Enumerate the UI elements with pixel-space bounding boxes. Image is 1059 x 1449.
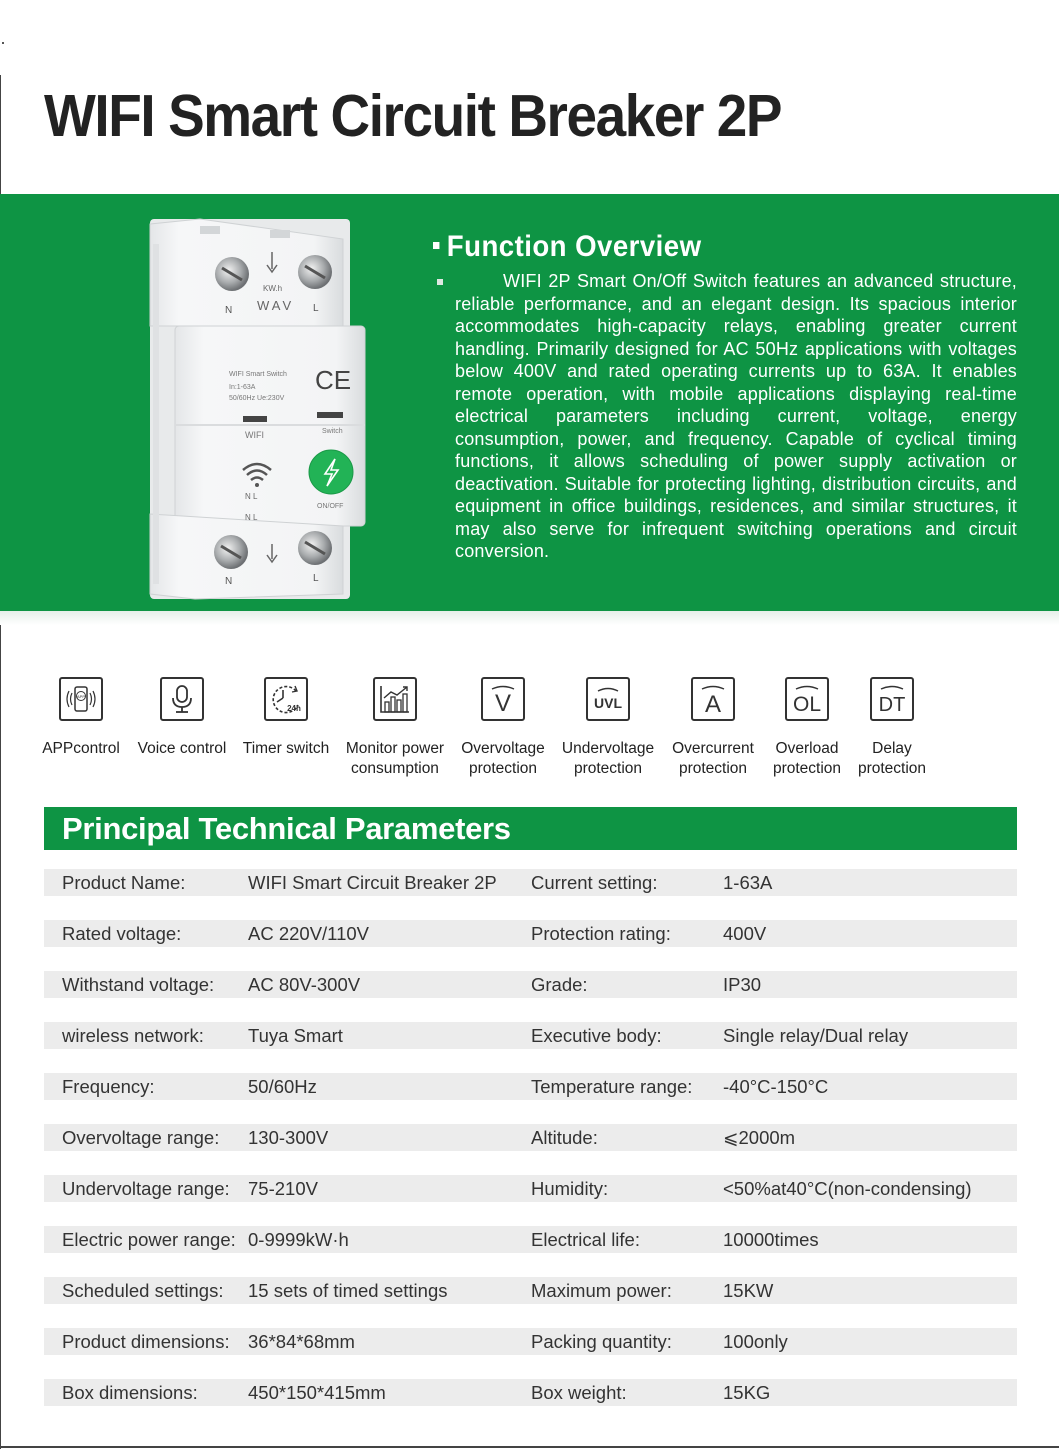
param-value: 100only [723,1331,788,1352]
param-label: Electrical life: [531,1229,640,1250]
label-line1: WIFI Smart Switch [229,371,287,378]
feature-timer-switch [240,675,332,759]
undervoltage-icon-text: UVL [594,695,622,711]
param-row [44,971,1017,998]
param-row [44,869,1017,896]
overvoltage-icon-text: V [494,690,512,717]
param-label: Electric power range: [62,1229,236,1250]
param-value: 50/60Hz [248,1076,317,1097]
wav-text: WAV [257,298,295,313]
svg-text:N L: N L [245,492,258,501]
feature-icons-row [30,675,1030,790]
feature-app-control [37,675,125,759]
feature-label: Undervoltage [561,740,655,757]
feature-label: Delay [872,740,912,757]
overload-icon [785,677,829,721]
feature-undervoltage [558,675,658,779]
param-row [44,1379,1017,1406]
param-row [44,1277,1017,1304]
param-value: AC 80V-300V [248,974,361,995]
feature-label-line2: protection [573,760,643,777]
label-line2: In:1-63A [229,384,256,391]
param-value: 450*150*415mm [248,1382,386,1403]
param-label: Product dimensions: [62,1331,230,1352]
undervoltage-icon [586,677,630,721]
page-title: WIFI Smart Circuit Breaker 2P [44,83,782,149]
feature-label: Monitor power [345,740,445,757]
param-value: 0-9999kW·h [248,1229,349,1250]
overcurrent-icon-text: A [704,691,722,717]
heading-bullet [433,242,439,249]
feature-label-line2: consumption [351,760,439,777]
param-row [44,1226,1017,1253]
param-value: AC 220V/110V [248,923,370,944]
feature-delay [852,675,932,779]
param-value: -40°C-150°C [723,1076,829,1097]
corner-mark [2,42,4,44]
overcurrent-icon [691,677,735,721]
param-row [44,1124,1017,1151]
terminal-n-top: N [225,305,233,316]
feature-overvoltage [456,675,550,779]
param-value: ⩽2000m [723,1127,796,1148]
param-value: WIFI Smart Circuit Breaker 2P [248,872,497,893]
band-shadow [0,611,1059,625]
param-label: Grade: [531,974,588,995]
param-row [44,920,1017,947]
param-label: Box dimensions: [62,1382,198,1403]
frame-bottom-border [0,1446,1059,1448]
param-label: Withstand voltage: [62,974,215,995]
terminal-n-bottom: N [225,576,233,587]
feature-label: Overvoltage [461,740,545,757]
param-label: Current setting: [531,872,658,893]
param-label: Product Name: [62,872,186,893]
param-value: IP30 [723,974,762,995]
param-label: wireless network: [62,1025,204,1046]
param-value: 10000times [723,1229,819,1250]
app-phone-icon [59,677,103,721]
feature-label: Timer switch [242,740,330,757]
wifi-label: WIFI [245,430,264,440]
param-row [44,1328,1017,1355]
param-label: Undervoltage range: [62,1178,230,1199]
onoff-label: ON/OFF [317,503,344,510]
params-header-bar [44,807,1017,850]
param-label: Scheduled settings: [62,1280,224,1301]
overload-icon-text: OL [792,693,822,716]
param-value: 1-63A [723,872,773,893]
param-value: Single relay/Dual relay [723,1025,909,1046]
param-label: Overvoltage range: [62,1127,220,1148]
param-label: Altitude: [531,1127,598,1148]
feature-label: APPcontrol [42,740,120,757]
bar-chart-icon [373,677,417,721]
param-label: Maximum power: [531,1280,672,1301]
terminal-l-top: L [313,303,319,314]
kwh-text: KW.h [263,284,283,293]
timer-24h-text: 24h [287,704,301,713]
function-overview-title: Function Overview [446,230,702,263]
param-row [44,1073,1017,1100]
feature-voice-control [134,675,230,759]
param-value: 15 sets of timed settings [248,1280,448,1301]
ce-mark: CE [315,365,352,395]
param-value: Tuya Smart [248,1025,343,1046]
switch-label: Switch [322,428,343,435]
param-label: Humidity: [531,1178,609,1199]
param-label: Rated voltage: [62,923,182,944]
breaker-device-image [145,214,375,604]
paragraph-bullet [437,279,443,285]
param-value: 75-210V [248,1178,318,1199]
param-label: Box weight: [531,1382,627,1403]
param-label: Frequency: [62,1076,155,1097]
function-overview-text: WIFI 2P Smart On/Off Switch features an advanced structure, reliable performance, and an elegant design. Its spacious interior accommodates high-capacity relays, enabling greater current handling. Primarily designed for AC 50Hz applications with voltages below 400V and rated operating currents up to 63A. It enables remote operation, with mobile applications displaying real-time electrical parameters including current, voltage, energy consumption, power, and frequency. Capable of cyclical timing functions, it allows scheduling of power supply activation or deactivation. Suitable for protecting lighting, distribution circuits, and equipment in office buildings, residences, and similar structures, it may also serve for infrequent switching operations and circuit conversion. [455,271,1017,561]
param-row [44,1022,1017,1049]
timer-24h-icon [264,677,308,721]
delay-icon-text: DT [878,694,906,716]
param-value: <50%at40°C(non-condensing) [723,1178,972,1199]
feature-overload [765,675,849,779]
microphone-icon [160,677,204,721]
param-label: Protection rating: [531,923,671,944]
feature-label: Overload [775,740,839,757]
param-value: 130-300V [248,1127,329,1148]
param-label: Executive body: [531,1025,662,1046]
params-heading: Principal Technical Parameters [62,811,511,846]
feature-label-line2: protection [468,760,538,777]
overvoltage-icon [481,677,525,721]
delay-icon [870,677,914,721]
function-overview-heading [433,230,702,264]
feature-label-line2: protection [772,760,842,777]
feature-label-line2: protection [678,760,748,777]
svg-text:N L: N L [245,513,258,522]
feature-label: Voice control [137,740,227,757]
feature-label-line2: protection [857,760,927,777]
param-value: 15KW [723,1280,774,1301]
feature-monitor-power [342,675,448,779]
param-row [44,1175,1017,1202]
param-label: Packing quantity: [531,1331,672,1352]
feature-label: Overcurrent [672,740,754,757]
feature-overcurrent [666,675,760,779]
param-value: 15KG [723,1382,771,1403]
param-value: 36*84*68mm [248,1331,355,1352]
svg-text:APP: APP [76,694,86,699]
param-value: 400V [723,923,767,944]
param-label: Temperature range: [531,1076,693,1097]
label-line3: 50/60Hz Ue:230V [229,395,285,402]
terminal-l-bottom: L [313,573,319,584]
